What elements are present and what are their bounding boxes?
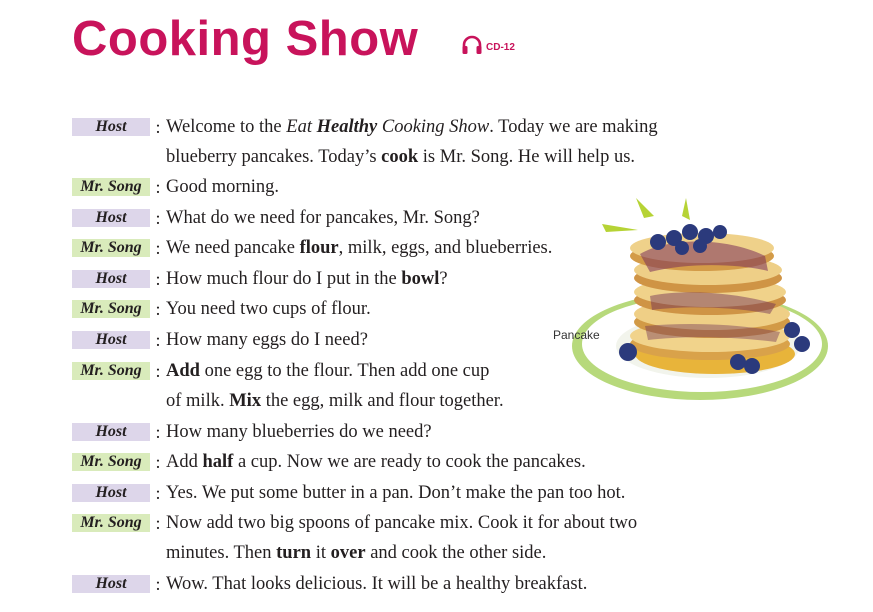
speaker-label-host: Host bbox=[72, 484, 150, 502]
cd-track-label: CD-12 bbox=[486, 41, 515, 53]
dialogue-text: Welcome to the Eat Healthy Cooking Show. Today we are making bbox=[166, 117, 658, 137]
dialogue-line: Mr. Song : Add one egg to the flour. Then add one cup bbox=[72, 356, 489, 386]
speaker-label-mr-song: Mr. Song bbox=[72, 178, 150, 196]
speaker-label-mr-song: Mr. Song bbox=[72, 239, 150, 257]
dialogue-line: Host : What do we need for pancakes, Mr. Song? bbox=[72, 203, 480, 233]
pancake-illustration bbox=[540, 176, 830, 410]
dialogue-text: Add half a cup. Now we are ready to cook the pancakes. bbox=[166, 452, 586, 472]
dialogue-text: How many eggs do I need? bbox=[166, 330, 368, 350]
dialogue-text: Good morning. bbox=[166, 177, 280, 197]
dialogue-line: Host : Wow. That looks delicious. It will be a healthy breakfast. bbox=[72, 569, 587, 599]
dialogue-text-continued: of milk. Mix the egg, milk and flour together. bbox=[166, 391, 504, 411]
dialogue-text: You need two cups of flour. bbox=[166, 299, 371, 319]
speaker-label-host: Host bbox=[72, 209, 150, 227]
speaker-label-host: Host bbox=[72, 423, 150, 441]
dialogue-line: Mr. Song : Add half a cup. Now we are ready to cook the pancakes. bbox=[72, 447, 586, 477]
dialogue-line: Mr. Song : You need two cups of flour. bbox=[72, 294, 371, 324]
page-title: Cooking Show bbox=[72, 12, 419, 66]
dialogue-line: Host : Welcome to the Eat Healthy Cooking Show. Today we are making bbox=[72, 112, 658, 142]
dialogue-text: How much flour do I put in the bowl? bbox=[166, 269, 448, 289]
dialogue-text: What do we need for pancakes, Mr. Song? bbox=[166, 208, 480, 228]
speaker-label-mr-song: Mr. Song bbox=[72, 453, 150, 471]
speaker-label-host: Host bbox=[72, 118, 150, 136]
dialogue-line: Mr. Song : Now add two big spoons of pancake mix. Cook it for about two bbox=[72, 508, 637, 538]
dialogue-text: We need pancake flour, milk, eggs, and blueberries. bbox=[166, 238, 553, 258]
dialogue-line: Host : How many blueberries do we need? bbox=[72, 417, 432, 447]
dialogue-text-continued: minutes. Then turn it over and cook the other side. bbox=[166, 543, 547, 563]
dialogue-line: Mr. Song : Good morning. bbox=[72, 172, 279, 202]
speaker-label-host: Host bbox=[72, 331, 150, 349]
dialogue-text: How many blueberries do we need? bbox=[166, 422, 432, 442]
dialogue-line: Mr. Song : We need pancake flour, milk, eggs, and blueberries. bbox=[72, 233, 552, 263]
speaker-label-host: Host bbox=[72, 270, 150, 288]
dialogue-line: Host : How many eggs do I need? bbox=[72, 325, 368, 355]
dialogue-text: Add one egg to the flour. Then add one cup bbox=[166, 361, 490, 381]
pancake-caption: Pancake bbox=[553, 328, 600, 342]
dialogue-text-continued: blueberry pancakes. Today’s cook is Mr. Song. He will help us. bbox=[166, 147, 636, 167]
dialogue-text: Yes. We put some butter in a pan. Don’t make the pan too hot. bbox=[166, 483, 626, 503]
speaker-label-host: Host bbox=[72, 575, 150, 593]
dialogue-text: Wow. That looks delicious. It will be a healthy breakfast. bbox=[166, 574, 588, 594]
speaker-label-mr-song: Mr. Song bbox=[72, 300, 150, 318]
dialogue-text: Now add two big spoons of pancake mix. Cook it for about two bbox=[166, 513, 638, 533]
speaker-label-mr-song: Mr. Song bbox=[72, 514, 150, 532]
dialogue-line: Host : How much flour do I put in the bowl? bbox=[72, 264, 448, 294]
speaker-label-mr-song: Mr. Song bbox=[72, 362, 150, 380]
dialogue-line: Host : Yes. We put some butter in a pan. Don’t make the pan too hot. bbox=[72, 478, 625, 508]
